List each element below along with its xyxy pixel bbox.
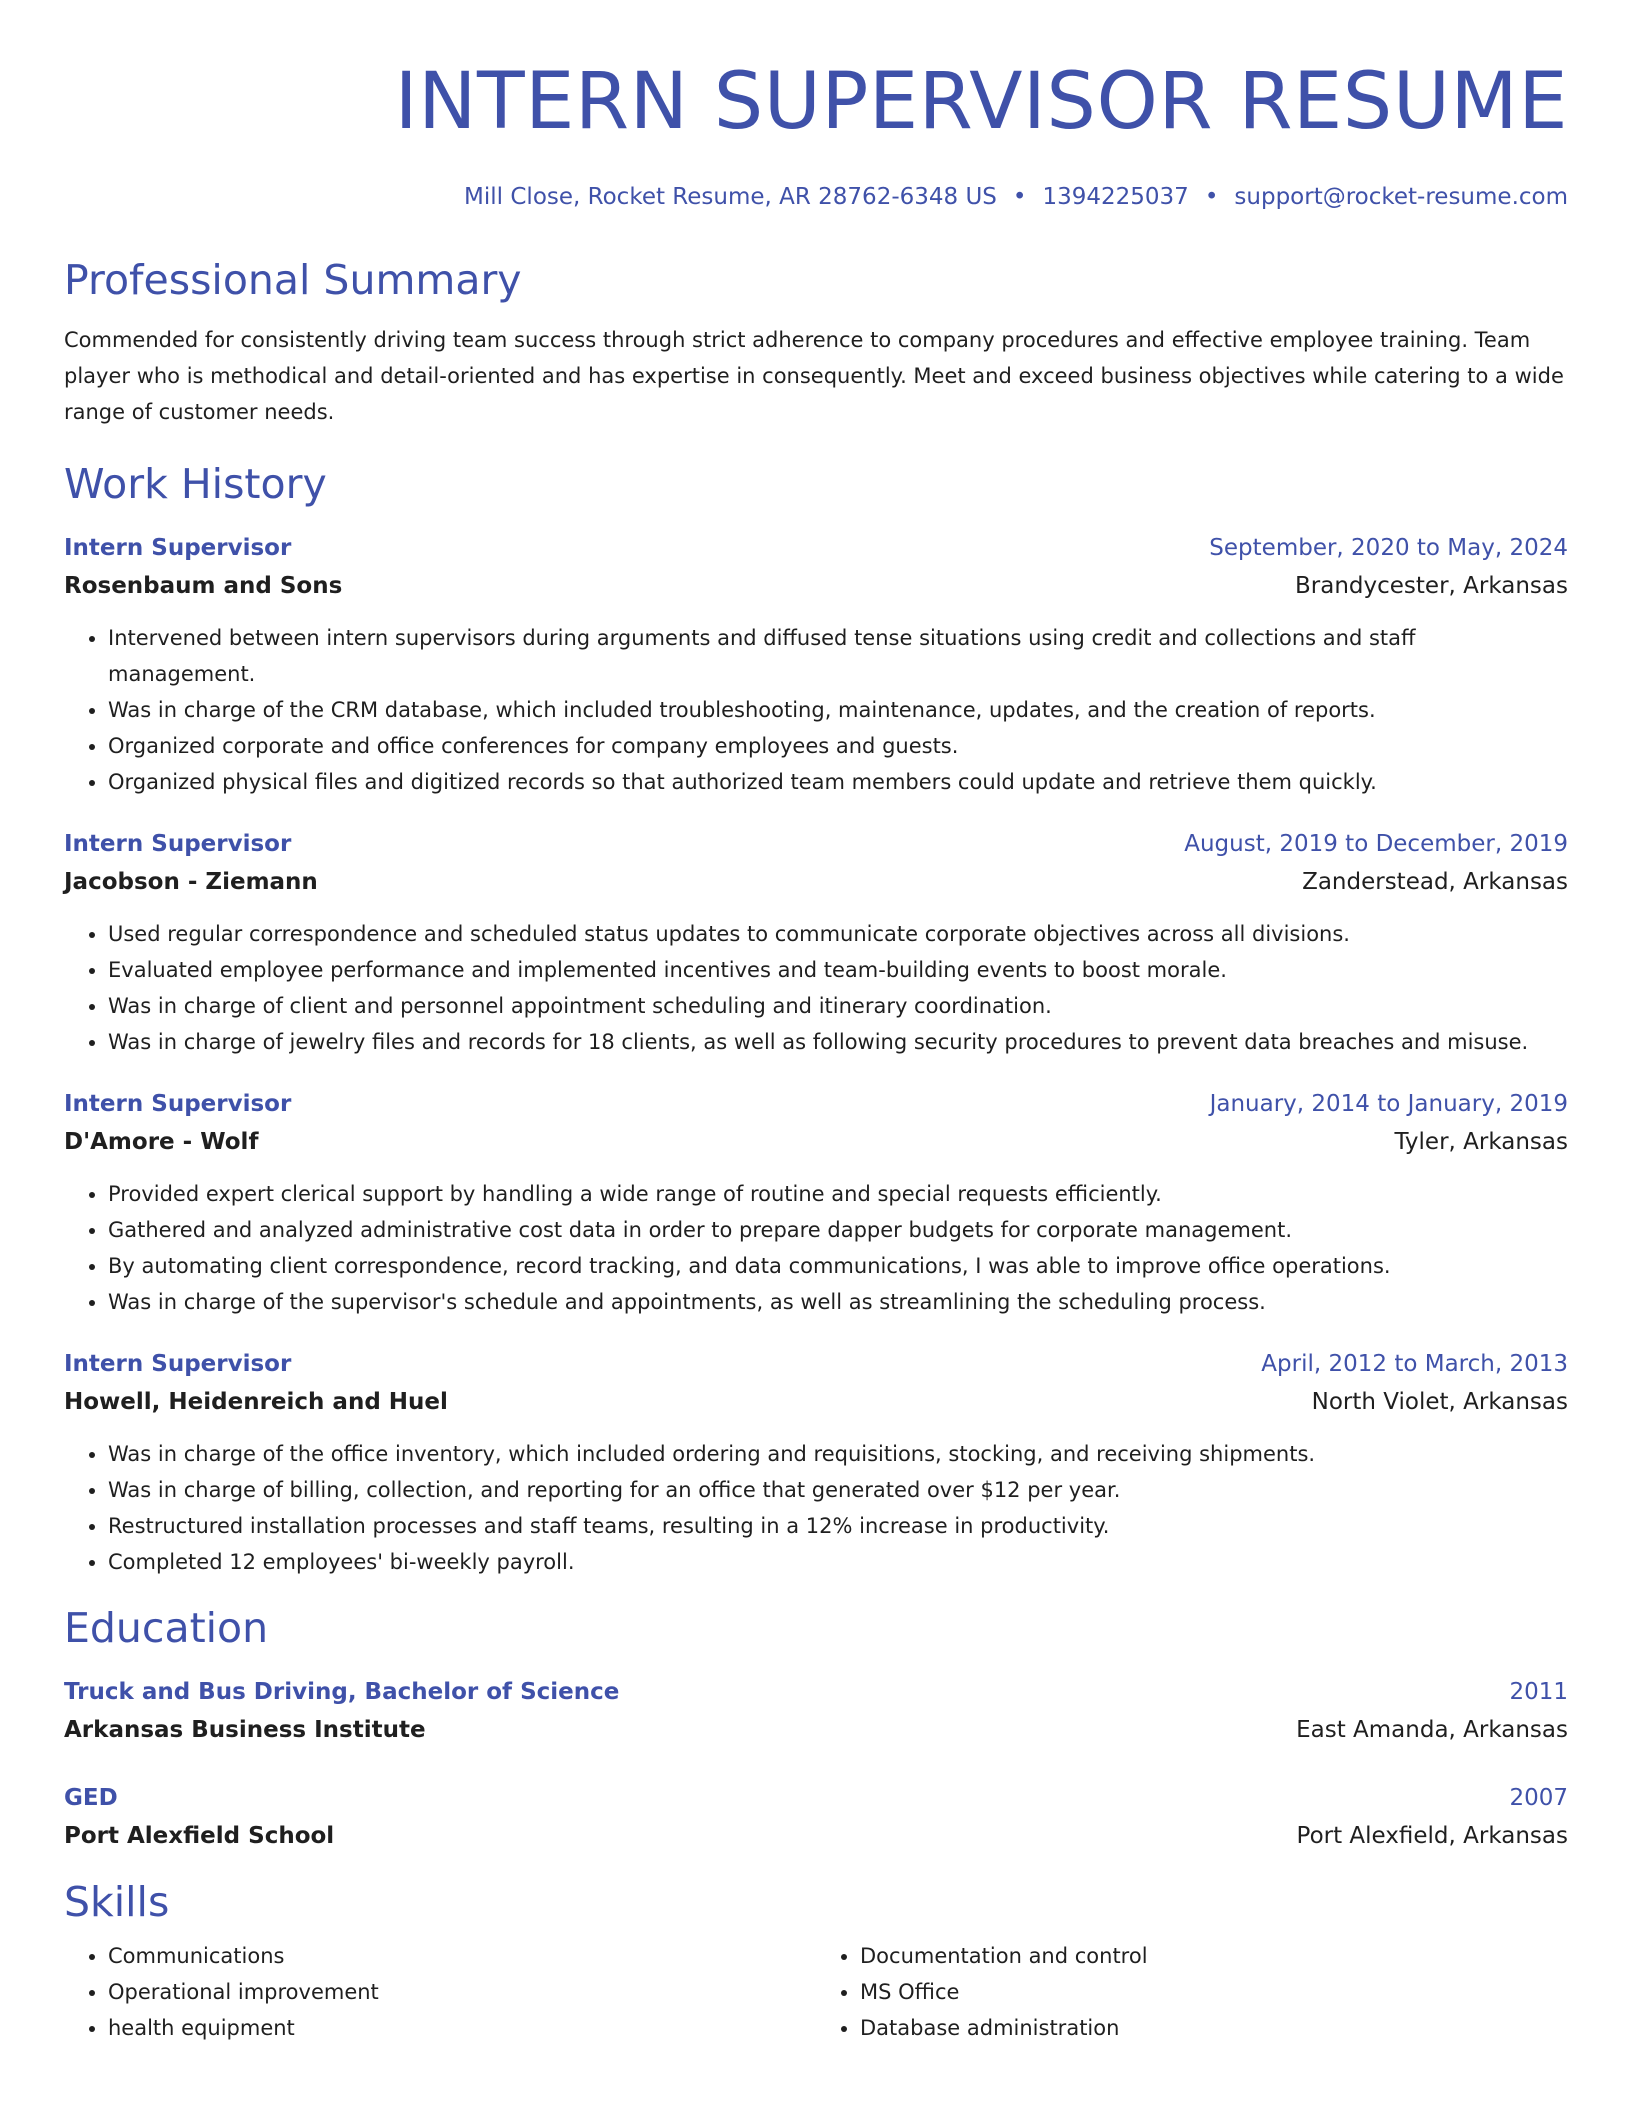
job-bullet: • Completed 12 employees' bi-weekly payroll. [108,1544,1568,1580]
job-bullet: • Was in charge of billing, collection, and reporting for an office that generated over $12 per year. [108,1472,1568,1508]
section-title-education: Education [64,1604,269,1652]
job-company: Howell, Heidenreich and Huel [64,1389,448,1415]
section-title-summary: Professional Summary [64,256,522,304]
skills-column-left [64,1938,816,2046]
job-bullet: • Gathered and analyzed administrative cost data in order to prepare dapper budgets for corporate management. [108,1212,1568,1248]
job-dates: August, 2019 to December, 2019 [1184,831,1568,857]
job-bullets [64,1436,1568,1580]
job-location: North Violet, Arkansas [1311,1389,1568,1415]
education-degree: Truck and Bus Driving, Bachelor of Science [64,1679,620,1705]
job-bullet: • Was in charge of client and personnel appointment scheduling and itinerary coordination. [108,988,1568,1024]
contact-address: Mill Close, Rocket Resume, AR 28762-6348 US [464,184,997,210]
job-bullet: • Provided expert clerical support by handling a wide range of routine and special requests efficiently. [108,1176,1568,1212]
job-company: D'Amore - Wolf [64,1129,259,1155]
job-dates: January, 2014 to January, 2019 [1209,1091,1568,1117]
job-entry [64,826,1568,1060]
education-school: Port Alexfield School [64,1823,335,1849]
education-year: 2011 [1509,1679,1568,1705]
job-bullets [64,620,1568,800]
skill-item: • Operational improvement [108,1974,816,2010]
skill-item: • health equipment [108,2010,816,2046]
job-location: Zanderstead, Arkansas [1302,869,1568,895]
job-bullets [64,916,1568,1060]
contact-phone: 1394225037 [1042,184,1189,210]
contact-line [64,182,1568,212]
job-bullet: • Was in charge of the supervisor's schedule and appointments, as well as streamlining the scheduling process. [108,1284,1568,1320]
job-entry [64,1346,1568,1580]
summary-text: Commended for consistently driving team success through strict adherence to company procedures and effective employee training. Team player who is methodical and detail-oriented and has expertise in consequently. Meet and exceed business objectives while catering to a wide range of customer needs. [64,328,1564,424]
education-location: East Amanda, Arkansas [1296,1717,1568,1743]
job-bullet: • Organized corporate and office conferences for company employees and guests. [108,728,1568,764]
skill-item: • Documentation and control [860,1938,1568,1974]
education-school: Arkansas Business Institute [64,1717,426,1743]
job-bullet: • Organized physical files and digitized records so that authorized team members could update and retrieve them quickly. [108,764,1568,800]
skill-item: • Communications [108,1938,816,1974]
job-bullet: • Was in charge of jewelry files and records for 18 clients, as well as following security procedures to prevent data breaches and misuse. [108,1024,1568,1060]
job-company: Rosenbaum and Sons [64,573,343,599]
work-history-list [64,530,1568,1580]
skills-column-right [816,1938,1568,2046]
job-role: Intern Supervisor [64,535,292,561]
job-dates: September, 2020 to May, 2024 [1209,535,1568,561]
job-bullet: • Was in charge of the office inventory, which included ordering and requisitions, stocking, and receiving shipments. [108,1436,1568,1472]
separator-dot: • [1204,184,1219,210]
skill-item: • Database administration [860,2010,1568,2046]
skills-list [64,1938,1568,2046]
section-title-skills: Skills [64,1878,170,1926]
education-entry [64,1674,1568,1750]
education-location: Port Alexfield, Arkansas [1296,1823,1568,1849]
job-bullet: • Restructured installation processes and staff teams, resulting in a 12% increase in productivity. [108,1508,1568,1544]
job-bullet: • Evaluated employee performance and implemented incentives and team-building events to boost morale. [108,952,1568,988]
contact-email: support@rocket-resume.com [1234,184,1568,210]
education-year: 2007 [1509,1785,1568,1811]
education-entry [64,1780,1568,1856]
job-role: Intern Supervisor [64,1351,292,1377]
job-location: Tyler, Arkansas [1394,1129,1568,1155]
job-bullet: • By automating client correspondence, record tracking, and data communications, I was able to improve office operations. [108,1248,1568,1284]
separator-dot: • [1012,184,1027,210]
job-bullets [64,1176,1568,1320]
job-role: Intern Supervisor [64,831,292,857]
job-role: Intern Supervisor [64,1091,292,1117]
resume-title: INTERN SUPERVISOR RESUME [394,57,1568,147]
job-dates: April, 2012 to March, 2013 [1261,1351,1568,1377]
job-bullet: • Intervened between intern supervisors during arguments and diffused tense situations using credit and collections and staff management. [108,620,1568,692]
job-company: Jacobson - Ziemann [64,869,318,895]
job-bullet: • Was in charge of the CRM database, which included troubleshooting, maintenance, updates, and the creation of reports. [108,692,1568,728]
job-entry [64,1086,1568,1320]
skill-item: • MS Office [860,1974,1568,2010]
job-entry [64,530,1568,800]
job-location: Brandycester, Arkansas [1295,573,1568,599]
job-bullet: • Used regular correspondence and scheduled status updates to communicate corporate objectives across all divisions. [108,916,1568,952]
section-title-work-history: Work History [64,460,327,508]
education-degree: GED [64,1785,118,1811]
